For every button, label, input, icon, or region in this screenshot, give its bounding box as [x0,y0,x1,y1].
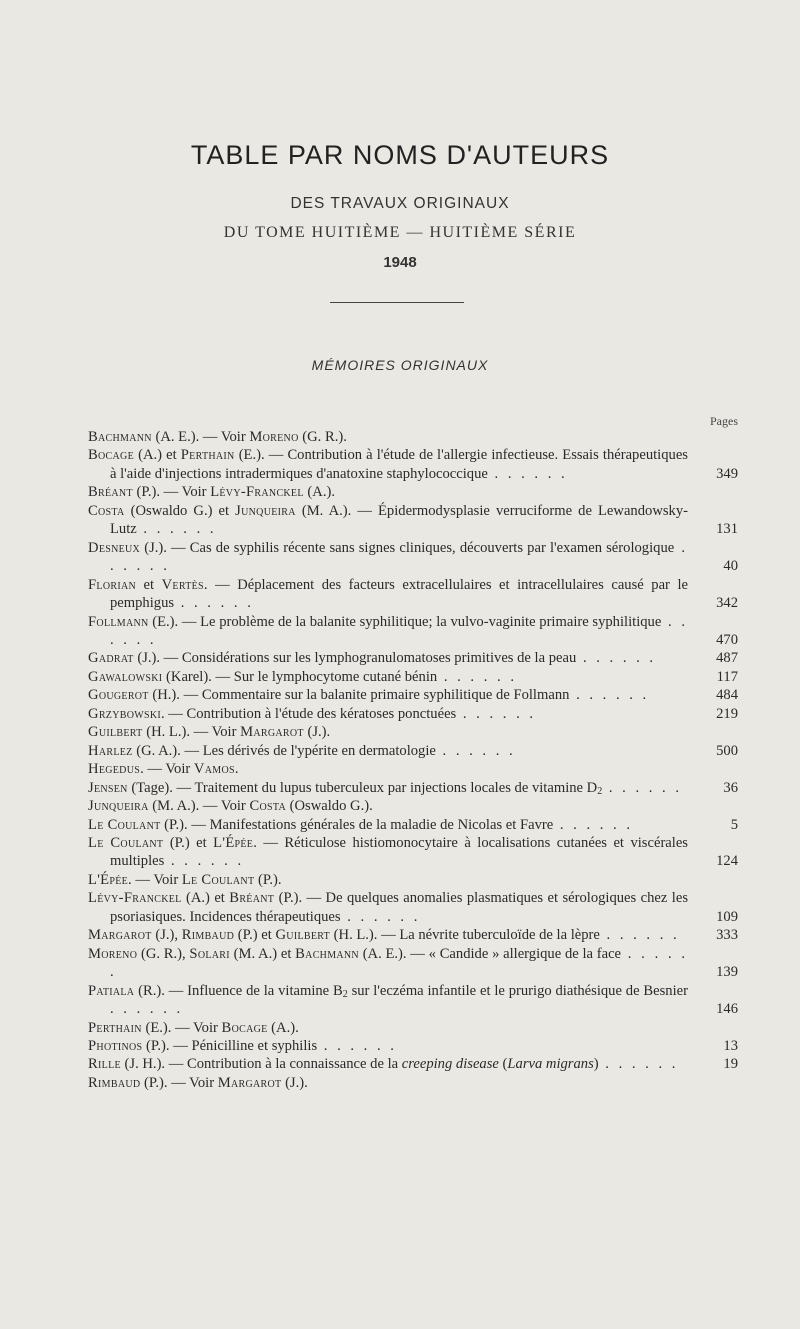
entry-segment: (Tage). — Traitement du lupus tuberculeux par injections locales de vitamine D [127,779,598,796]
entry-segment: (H.). — Commentaire sur la balanite primaire syphilitique de Follmann [148,687,570,704]
subscript: 2 [597,785,603,797]
page-number: 36 [723,779,738,796]
entry-segment: (Karel). — Sur le lymphocytome cutané bénin [162,668,438,685]
index-entry [88,834,738,871]
author-name: Margarot [240,724,304,741]
dot-leader: . . . . . . [553,816,633,833]
entry-segment: (G. A.). — Les dérivés de l'ypérite en dermatologie [132,742,436,759]
index-entry [88,871,738,889]
author-index-list [88,428,738,1092]
author-name: Guilbert [88,724,143,741]
entry-text [88,686,688,704]
entry-segment: . — Déplacement des facteurs extracellulaires et intracellulaires causé par le pemphigus [110,576,688,612]
entry-segment: . — Voir [128,871,182,888]
entry-text [88,779,688,797]
index-entry [88,1019,738,1037]
entry-text [88,428,688,446]
page-number: 19 [723,1056,738,1073]
author-name: Gadrat [88,650,134,667]
author-name: Gawalowski [88,668,163,685]
author-name: L'Épée [88,871,129,888]
page-number: 470 [716,631,738,648]
entry-text [88,982,688,1019]
italic-text: Larva migrans [507,1056,594,1073]
dot-leader: . . . . . . [136,521,217,538]
dot-leader: . . . . . . [317,1037,397,1054]
entry-segment: . — Voir [140,761,194,778]
index-entry [88,686,738,704]
entry-text [88,1055,688,1073]
entry-segment: ) [593,1056,599,1073]
dot-leader: . . . . . . [487,465,568,482]
index-entry [88,539,738,576]
index-entry [88,889,738,926]
entry-text [88,816,688,834]
author-name: Rimbaud [88,1074,141,1091]
entry-text [88,760,688,778]
dot-leader: . . . . . . [569,687,650,704]
index-entry [88,428,738,446]
entry-text [88,705,688,723]
page-number: 124 [716,853,738,870]
dot-leader: . . . . . . [110,945,689,981]
entry-segment: (A.). [267,1019,299,1036]
author-name: Bocage [88,447,134,464]
index-entry [88,483,738,501]
author-name: Vertès [161,576,204,593]
author-name: Bachmann [88,429,152,445]
entry-text [88,797,688,815]
page-number: 40 [723,558,738,575]
entry-segment: et [136,576,162,593]
author-name: Moreno [88,945,138,962]
page-number: 117 [716,668,738,685]
entry-segment: (E.). — Le problème de la balanite syphilitique; la vulvo-vaginite primaire syphilitique [148,613,662,630]
index-entry [88,816,738,834]
page-number: 13 [723,1037,738,1054]
entry-segment: (M. A.). — Épidermodysplasie verruciforme de Lewandowsky-Lutz [110,502,688,538]
entry-segment: (G. R.). [298,429,347,445]
entry-segment: (M. A.) et [229,945,296,962]
page-number: 500 [716,742,738,759]
entry-segment: (J.). [303,724,331,741]
index-entry [88,446,738,483]
page-number: 146 [716,1001,738,1018]
index-entry [88,649,738,667]
subtitle-line-2: DU TOME HUITIÈME — HUITIÈME SÉRIE [223,224,577,241]
author-name: Follmann [88,613,149,630]
entry-segment: (P.) et [234,927,276,944]
dot-leader: . . . . . . [174,595,254,612]
author-name: Florian [88,576,136,593]
author-name: Junqueira [235,502,296,519]
author-name: Desneux [88,539,141,556]
entry-segment: (A.). [303,484,335,501]
entry-text [88,1074,688,1092]
entry-text [88,502,688,539]
entry-segment: (P.). — Pénicilline et syphilis [142,1037,318,1054]
dot-leader: . . . . . . [340,908,421,925]
index-entry [88,797,738,815]
author-name: Patiala [88,982,135,999]
entry-text [88,539,688,576]
author-name: Lévy-Franckel [88,890,182,907]
author-name: Bachmann [295,945,359,962]
entry-segment: (P.). [254,871,282,888]
dot-leader: . . . . . . [576,650,657,667]
dot-leader: . . . . . . [435,742,516,759]
index-entry [88,1037,738,1055]
entry-segment: . — Contribution à l'étude des kératoses ponctuées [160,705,457,722]
index-entry [88,1055,738,1073]
index-entry [88,723,738,741]
author-name: L'Épée [213,834,254,851]
entry-segment: (J.), [151,927,182,944]
entry-text [88,649,688,667]
entry-text [88,483,688,501]
entry-segment: . [234,761,239,778]
author-name: Solari [189,945,230,962]
page-number: 342 [716,595,738,612]
page-number: 131 [716,521,738,538]
entry-segment: (H. L.). — La névrite tuberculoïde de la lèpre [330,927,600,944]
entry-segment: (A. E.). — « Candide » allergique de la face [358,945,622,962]
entry-segment: (A. E.). — Voir [151,429,250,445]
page-number: 139 [716,964,738,981]
italic-text: creeping disease [401,1056,499,1073]
pages-column-header: Pages [710,414,738,428]
entry-segment: (J.). — Cas de syphilis récente sans signes cliniques, découverts par l'examen sérologique [140,539,675,556]
entry-text [88,889,688,926]
index-entry [88,1074,738,1092]
dot-leader: . . . . . . [110,1001,184,1018]
entry-segment: (A.) et [133,447,181,464]
page-number: 333 [716,927,738,944]
dot-leader: . . . . . . [598,1056,679,1073]
section-title: MÉMOIRES ORIGINAUX [311,357,489,373]
author-name: Margarot [88,927,152,944]
entry-text [88,1037,688,1055]
page-title: TABLE PAR NOMS D'AUTEURS [190,140,610,170]
author-name: Vamos [193,761,235,778]
author-name: Hegedus [88,761,141,778]
entry-segment: (H. L.). — Voir [142,724,241,741]
author-name: Lévy-Franckel [210,484,304,501]
subscript: 2 [342,988,348,1000]
index-entry [88,502,738,539]
index-entry [88,760,738,778]
author-name: Photinos [88,1037,143,1054]
author-name: Gougerot [88,687,149,704]
entry-segment: (Oswaldo G.). [285,798,373,815]
index-entry [88,705,738,723]
dot-leader: . . . . . . [164,853,245,870]
entry-segment: (P.). — De quelques anomalies plasmatiques et sérologiques chez les psoriasiques. Incidences thérapeutiques [110,890,688,925]
author-name: Moreno [249,429,299,445]
entry-text [88,945,688,982]
index-entry [88,613,738,650]
author-name: Rille [88,1056,121,1073]
dot-leader: . . . . . . [437,668,517,685]
entry-segment: (A.) et [181,890,230,907]
entry-text [88,742,688,760]
entry-segment: (G. R.), [137,945,190,962]
author-name: Junqueira [88,798,149,815]
entry-segment: (P.). — Voir [132,484,211,501]
dot-leader: . . . . . . [599,927,680,944]
page-number: 219 [716,705,738,722]
entry-segment: (P.). — Voir [140,1074,218,1091]
dot-leader: . . . . . . [602,779,682,796]
author-name: Margarot [217,1074,282,1091]
entry-text [88,668,688,686]
entry-segment: ( [498,1056,508,1073]
entry-segment: (J. H.). — Contribution à la connaissance de la [120,1056,402,1073]
author-name: Perthain [180,447,235,464]
entry-segment: (R.). — Influence de la vitamine B [134,982,343,999]
author-name: Bréant [88,484,133,501]
divider-rule [330,302,464,303]
entry-text [88,834,688,871]
index-entry [88,668,738,686]
index-entry [88,982,738,1019]
entry-segment: (P.) et [163,834,214,851]
author-name: Guilbert [275,927,331,944]
author-name: Le Coulant [88,816,161,833]
entry-segment: (E.). — Contribution à l'étude de l'allergie infectieuse. Essais thérapeutiques à l'aide d'injections intradermiques d'anatoxine staphylococcique [110,447,688,482]
author-name: Jensen [88,779,128,796]
dot-leader: . . . . . . [456,705,537,722]
author-name: Costa [88,502,125,519]
author-name: Harlez [88,742,133,759]
page-number: 5 [730,816,738,833]
entry-text [88,613,688,650]
entry-text [88,1019,688,1037]
entry-segment: (P.). — Manifestations générales de la maladie de Nicolas et Favre [160,816,554,833]
dot-leader: . . . . . . [110,539,688,575]
page-number: 349 [716,465,738,482]
author-name: Grzybowski [88,705,161,722]
author-name: Rimbaud [181,927,235,944]
index-entry [88,926,738,944]
entry-text [88,446,688,483]
index-entry [88,945,738,982]
subtitle-line-1: DES TRAVAUX ORIGINAUX [290,195,510,212]
entry-segment: sur l'eczéma infantile et le prurigo diathésique de Besnier [347,982,688,999]
entry-segment: (M. A.). — Voir [148,798,250,815]
entry-segment: (J.). [281,1074,308,1091]
author-name: Bréant [229,890,275,907]
author-name: Costa [249,798,286,815]
entry-text [88,871,688,889]
entry-text [88,576,688,613]
index-entry [88,576,738,613]
entry-segment: (Oswaldo G.) et [124,502,236,519]
entry-segment: . — Réticulose histiomonocytaire à localisations cutanées et viscérales multiples [110,834,688,870]
index-entry [88,742,738,760]
index-entry [88,779,738,797]
dot-leader: . . . . . . [110,613,689,648]
author-name: Perthain [88,1019,142,1036]
entry-segment: (E.). — Voir [141,1019,222,1036]
author-name: Bocage [221,1019,268,1036]
entry-text [88,723,688,741]
author-name: Le Coulant [181,871,255,888]
entry-text [88,926,688,944]
year: 1948 [383,254,417,271]
page-number: 487 [716,650,738,667]
entry-segment: (J.). — Considérations sur les lymphogranulomatoses primitives de la peau [133,650,577,667]
page-number: 109 [716,908,738,925]
author-name: Le Coulant [88,834,164,851]
page-number: 484 [716,687,738,704]
